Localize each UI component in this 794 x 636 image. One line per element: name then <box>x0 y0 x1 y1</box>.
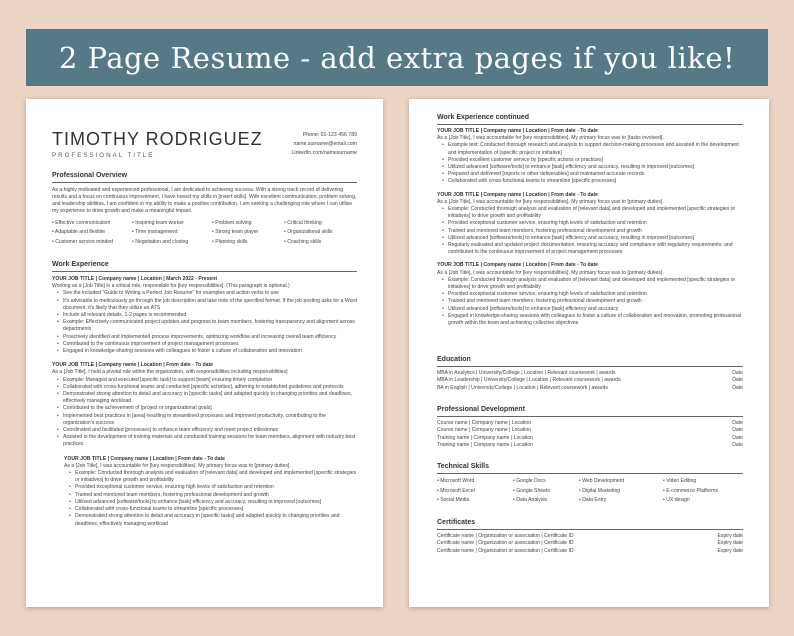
job-entry <box>52 456 357 528</box>
list-item: • Example text: Conducted thorough research and analysis to support decision-making processes and assisted in the development and implementation of [specific project or initiative] <box>448 142 743 156</box>
skill-item: • Customer service minded <box>52 238 132 247</box>
section-title: Certificates <box>437 519 476 526</box>
resume-page-1 <box>26 99 383 607</box>
job-heading: YOUR JOB TITLE | Company name | Location | From date - To date <box>437 191 598 198</box>
certificate-row <box>437 540 743 547</box>
job-intro: As a [Job Title], I was accountable for [key responsibilities]. My primary focus was to [primary duties]. <box>64 462 291 469</box>
contact-email: name.surname@email.com <box>293 141 357 147</box>
skill-item: • Inspiring team worker <box>132 219 212 228</box>
skill-item: • Planning skills <box>212 238 284 247</box>
job-entry <box>52 362 357 448</box>
job-heading: YOUR JOB TITLE | Company name | Location | From date - To date <box>52 362 213 369</box>
job-bullets <box>64 470 357 528</box>
list-item: • Implemented best practices in [area] resulting in streamlined processes and improved productivity, contributing to the organization's success <box>63 413 357 427</box>
list-item: • Contributed to the continuous improvement of project management processes <box>63 341 357 348</box>
contact-block <box>292 131 357 158</box>
education-row <box>437 370 743 377</box>
work-section <box>52 261 357 528</box>
contact-linkedin: LinkedIn.com/namesurname <box>291 150 357 156</box>
professional-title: PROFESSIONAL TITLE <box>52 152 155 159</box>
tech-skill-item: • Data Analysis <box>513 496 579 506</box>
section-title: Technical Skills <box>437 463 490 470</box>
certificates-section <box>437 519 743 555</box>
list-item: • Trained and mentored team members, fostering professional development and growth <box>448 228 743 235</box>
list-item: • Engaged in knowledge-sharing sessions with colleagues to foster a culture of collaboration and innovation <box>63 348 357 355</box>
skill-item: • Negotiation and closing <box>132 238 212 247</box>
candidate-name: TIMOTHY RODRIGUEZ <box>52 129 263 149</box>
prodev-text: Course name | Company name | Location <box>437 420 532 426</box>
section-title: Work Experience continued <box>437 114 530 121</box>
section-divider <box>437 473 743 474</box>
list-item: • Utilized advanced [software/tools] to enhance [task] efficiency and accuracy, resulting in improved [outcomes] <box>448 235 743 242</box>
education-section <box>437 356 743 392</box>
education-text: BA in English | University/College | Location | Relevant coursework | awards <box>437 384 608 391</box>
list-item: • Provided exceptional customer service, ensuring high levels of satisfaction and retention <box>75 484 357 491</box>
list-item: • Proactively identified and implemented process improvements, optimizing workflow and increasing overall team efficiency <box>63 334 357 341</box>
tech-skill-item: • E-commerce Platforms <box>663 487 743 497</box>
certificate-text: Certificate name | Organization or association | Certificate ID <box>437 533 574 539</box>
list-item: • Trained and mentored team members, fostering professional development and growth <box>448 298 743 305</box>
job-bullets <box>437 206 743 256</box>
overview-text: As a highly motivated and experienced professional, I am dedicated to achieving success. With a strong track record of delivering results and a focus on continuous improvement, I have honed my skills in [insert skills]. With excellent communication, problem solving, and leadership abilities, I am confident in my ability to make a positive contribution. I am seeking a challenging role where I can utilize my experience to drive growth and make a meaningful impact. <box>52 187 357 214</box>
list-item: • Example: Conducted thorough analysis and evaluation of [relevant data] and developed and implemented [specific strategies or initiatives] to drive growth and profitability <box>75 470 357 484</box>
certificate-date: Expiry date <box>717 533 743 539</box>
skill-item: • Organizational skills <box>284 228 354 237</box>
skill-item: • Strong team player <box>212 228 284 237</box>
skill-item: • Critical thinking <box>284 219 354 228</box>
list-item: • Provided excellent customer service by [specific actions or practices] <box>448 157 743 164</box>
section-title: Education <box>437 356 471 363</box>
prodev-row <box>437 442 743 449</box>
prodev-row <box>437 427 743 434</box>
tech-skill-item: • Digital Marketing <box>579 487 663 497</box>
list-item: • Utilized advanced [software/tools] to enhance [task] efficiency and accuracy, resulting in improved [outcomes] <box>448 164 743 171</box>
skill-item: • Adaptable and flexible <box>52 228 132 237</box>
section-divider <box>437 416 743 417</box>
tech-skill-item: • Microsoft Excel <box>437 487 513 497</box>
job-bullets <box>52 377 357 449</box>
list-item: • Example: Conducted thorough analysis and evaluation of [relevant data] and developed and implemented [specific strategies or initiatives] to drive growth and profitability <box>448 277 743 291</box>
list-item: • Collaborated with cross-functional teams to streamline [specific processes] <box>448 178 743 185</box>
list-item: • Engaged in knowledge-sharing sessions with colleagues to foster a culture of collaboration and innovation, promoting professional growth within the team and achieving collective objectives <box>448 313 743 327</box>
list-item: • Utilized advanced [software/tools] to enhance [task] efficiency and accuracy <box>448 306 743 313</box>
prodev-section <box>437 406 743 450</box>
job-heading: YOUR JOB TITLE | Company name | Location | From date - To date <box>64 455 225 462</box>
job-intro: As a [Job Title], I was accountable for [key responsibilities]. My primary focus was to [primary duties]. <box>437 198 664 205</box>
resume-page-2 <box>409 99 769 607</box>
banner-title: 2 Page Resume - add extra pages if you like! <box>58 40 736 75</box>
prodev-row <box>437 435 743 442</box>
certificate-text: Certificate name | Organization or association | Certificate ID <box>437 540 574 547</box>
skill-item: • Coaching skills <box>284 238 354 247</box>
job-intro: As a [Job Title], I was accountable for [key responsibilities]. My primary focus was to [tasks involved]. <box>437 135 664 142</box>
list-item: • Utilized advanced [software/tools] to enhance [task] efficiency and accuracy, resulting in improved [outcomes] <box>75 499 357 506</box>
section-divider <box>437 124 743 125</box>
prodev-date: Date <box>732 427 743 434</box>
education-row <box>437 377 743 384</box>
prodev-date: Date <box>732 442 743 449</box>
list-item: • Collaborated with cross-functional teams to streamline [specific processes] <box>75 506 357 513</box>
list-item: • Collaborated with cross-functional teams and conducted [specific activities], adhering to established guidelines and protocols <box>63 384 357 391</box>
tech-skills-grid <box>437 477 743 506</box>
list-item: • Demonstrated strong attention to detail and accuracy in [specific tasks] and adapted quickly to changing priorities and deadlines, effectively managing workload <box>75 513 357 527</box>
job-bullets <box>52 290 357 355</box>
job-entry <box>52 276 357 355</box>
job-entry <box>437 192 743 257</box>
list-item: • Regularly evaluated and updated project documentation, ensuring accuracy and compliance with regulatory requirements, and contributed to the continuous improvement of project management processes <box>448 242 743 256</box>
list-item: • Example: Managed and executed [specific task] to support [team] ensuring timely completion <box>63 377 357 384</box>
tech-skill-item: • Video Editing <box>663 477 743 487</box>
job-heading: YOUR JOB TITLE | Company name | Location | From date - To date <box>437 262 598 269</box>
list-item: • Provided exceptional customer service, ensuring high levels of satisfaction and retention <box>448 220 743 227</box>
skills-grid <box>52 219 357 247</box>
promo-banner <box>26 29 768 86</box>
section-divider <box>52 182 357 183</box>
section-divider <box>437 529 743 530</box>
job-bullets <box>437 277 743 327</box>
education-list <box>437 370 743 392</box>
list-item: • Example: Effectively communicated project updates and progress to team members, fostering transparency and alignment across departments <box>63 319 357 333</box>
list-item: • Assisted in the development of training materials and conducted training sessions for team members, alignment with industry best practices <box>63 434 357 448</box>
tech-skill-item: • Social Media <box>437 496 513 506</box>
list-item: • See the included "Guide to Writing a Perfect Job Resume" for examples and action verbs to use <box>63 290 357 297</box>
tech-skill-item: • Google Docs <box>513 477 579 487</box>
resume-header <box>52 129 357 159</box>
prodev-row <box>437 420 743 427</box>
tech-skill-item: • Microsoft Word <box>437 477 513 487</box>
section-title: Work Experience <box>52 261 109 268</box>
certificate-date: Expiry date <box>717 540 743 547</box>
tech-skill-item: • Data Entry <box>579 496 663 506</box>
job-heading: YOUR JOB TITLE | Company name | Location | March 2022 - Present <box>52 276 218 282</box>
list-item: • It's advisable to meticulously go through the job description and take note of the specified format. If the job posting asks for a Word document, it's likely that they utilize an ATS <box>63 298 357 312</box>
overview-section <box>52 172 357 247</box>
tech-skill-item: • Google Sheets <box>513 487 579 497</box>
tech-skill-item: • UX design <box>663 496 743 506</box>
job-intro: As a [Job Title], I held a pivotal role within the organization, with responsibilities including responsibilities] <box>52 369 288 376</box>
contact-phone: Phone: 01-123 456 789 <box>302 132 357 138</box>
job-entry <box>437 262 743 327</box>
education-date: Date <box>732 384 743 391</box>
prodev-text: Course name | Company name | Location <box>437 427 532 434</box>
list-item: • Include all relevant details, 1-2 pages is recommended <box>63 312 357 319</box>
prodev-text: Training name | Company name | Location <box>437 442 533 449</box>
section-divider <box>52 271 357 272</box>
list-item: • Example: Conducted thorough analysis and evaluation of [relevant data] and developed and implemented [specific strategies or initiatives] to drive growth and profitability <box>448 206 743 220</box>
skill-item: • Problem solving <box>212 219 284 228</box>
certificate-row <box>437 548 743 555</box>
list-item: • Coordinated and facilitated [processes] to enhance team efficiency and meet project milestones <box>63 427 357 434</box>
prodev-date: Date <box>732 420 743 426</box>
certificate-date: Expiry date <box>717 547 743 554</box>
tech-skills-section <box>437 463 743 506</box>
prodev-list <box>437 420 743 450</box>
skill-item: • Time management <box>132 228 212 237</box>
list-item: • Trained and mentored team members, fostering professional development and growth <box>75 492 357 499</box>
job-entry <box>437 128 743 186</box>
job-bullets <box>437 142 743 185</box>
skill-item: • Effective communication <box>52 219 132 228</box>
tech-skill-item: • Web Development <box>579 477 663 487</box>
job-intro: Working as a [Job Title] in a critical role, responsible for [key responsibilities]. (This paragraph is optional.) <box>52 283 290 290</box>
education-date: Date <box>732 370 743 376</box>
list-item: • Provided exceptional customer service, ensuring high levels of satisfaction and retention <box>448 291 743 298</box>
job-heading: YOUR JOB TITLE | Company name | Location | From date - To date <box>437 128 598 134</box>
job-intro: As a [Job Title], I was accountable for [key responsibilities]. My primary focus was to [primary duties]. <box>437 269 664 276</box>
prodev-date: Date <box>732 434 743 441</box>
education-date: Date <box>732 377 743 384</box>
section-divider <box>437 366 743 367</box>
section-title: Professional Overview <box>52 172 128 179</box>
section-title: Professional Development <box>437 406 525 413</box>
education-row <box>437 385 743 392</box>
work-continued-section <box>437 114 743 327</box>
prodev-text: Training name | Company name | Location <box>437 434 533 441</box>
education-text: MBA in Leadership | University/College | Location | Relevant coursework | awards <box>437 377 621 384</box>
education-text: MBA in Analytics | University/College | Location | Relevant coursework | awards <box>437 370 616 376</box>
list-item: • Prepared and delivered [reports or other deliverables] and maintained accurate records <box>448 171 743 178</box>
list-item: • Contributed to the achievement of [project or organizational goals] <box>63 405 357 412</box>
certificate-row <box>437 533 743 540</box>
certificate-text: Certificate name | Organization or association | Certificate ID <box>437 547 574 554</box>
list-item: • Demonstrated strong attention to detail and accuracy in [specific tasks] and adapted quickly to changing priorities and deadlines, effectively managing workload <box>63 391 357 405</box>
certificates-list <box>437 533 743 555</box>
